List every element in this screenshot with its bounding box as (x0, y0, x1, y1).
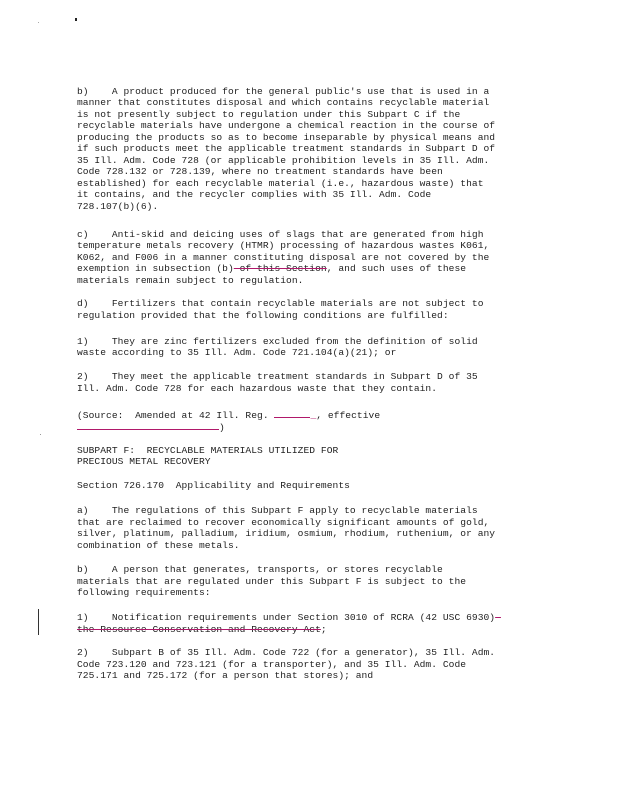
subpart-heading: SUBPART F: RECYCLABLE MATERIALS UTILIZED FOR (77, 445, 339, 456)
para-c-line: temperature metals recovery (HTMR) processing of hazardous wastes K061, (77, 240, 490, 251)
para-c-line: c) Anti-skid and deicing uses of slags that are generated from high (77, 229, 484, 240)
para-c-line: K062, and F006 in a manner constituting disposal are not covered by the (77, 252, 490, 263)
scan-speck (75, 18, 77, 21)
revision-bar (38, 609, 39, 635)
para-d-line: regulation provided that the following conditions are fulfilled: (77, 310, 449, 321)
subpart-heading: PRECIOUS METAL RECOVERY (77, 456, 211, 467)
para-b-line: if such products meet the applicable treatment standards in Subpart D of (77, 143, 496, 154)
source-text: , effective (316, 410, 381, 421)
blank-mark: _ (310, 410, 317, 421)
para-c-text: exemption in subsection (b) (77, 263, 234, 274)
item-d1-line: 1) They are zinc fertilizers excluded from the definition of solid (77, 336, 478, 347)
effective-date-blank (77, 420, 219, 430)
item-d2-line: 2) They meet the applicable treatment standards in Subpart D of 35 (77, 371, 478, 382)
item-1-line (77, 612, 501, 623)
para-c-line (77, 263, 466, 274)
para-d-line: d) Fertilizers that contain recyclable materials are not subject to (77, 298, 484, 309)
source-close: ) (219, 422, 225, 433)
sec-b-line: following requirements: (77, 587, 211, 598)
source-text: (Source: Amended at 42 Ill. Reg. (77, 410, 275, 421)
sec-b-line: b) A person that generates, transports, or stores recyclable (77, 564, 443, 575)
sec-a-line: a) The regulations of this Subpart F apply to recyclable materials (77, 505, 478, 516)
item-1-line (77, 624, 327, 635)
sec-a-line: that are reclaimed to recover economically significant amounts of gold, (77, 517, 490, 528)
item-2-line: 725.171 and 725.172 (for a person that stores); and (77, 670, 374, 681)
item-2-line: Code 723.120 and 723.121 (for a transporter), and 35 Ill. Adm. Code (77, 659, 467, 670)
para-b-line: Code 728.132 or 728.139, where no treatment standards have been (77, 166, 443, 177)
item-2-line: 2) Subpart B of 35 Ill. Adm. Code 722 (for a generator), 35 Ill. Adm. (77, 647, 496, 658)
sec-a-line: combination of these metals. (77, 540, 240, 551)
para-b-line: established) for each recyclable material (i.e., hazardous waste) that (77, 178, 484, 189)
para-b-line: recyclable materials have undergone a chemical reaction in the course of (77, 120, 496, 131)
item-1-text: 1) Notification requirements under Section 3010 of RCRA (42 USC 6930) (77, 612, 496, 623)
sec-b-line: materials that are regulated under this Subpart F is subject to the (77, 576, 467, 587)
para-b-line: b) A product produced for the general public's use that is used in a (77, 86, 490, 97)
para-b-line: 728.107(b)(6). (77, 201, 159, 212)
scan-speck (40, 434, 41, 435)
source-note-close (77, 420, 225, 433)
para-b-line: is not presently subject to regulation under this Subpart C if the (77, 109, 461, 120)
deleted-text: of this Section (233, 263, 327, 274)
sec-a-line: silver, platinum, palladium, iridium, osmium, rhodium, ruthenium, or any (77, 528, 496, 539)
deleted-text (495, 612, 501, 623)
volume-blank (274, 408, 310, 418)
para-b-line: manner that constitutes disposal and which contains recyclable material (77, 97, 490, 108)
para-c-text: , and such uses of these (326, 263, 467, 274)
para-b-line: it contains, and the recycler complies with 35 Ill. Adm. Code (77, 189, 432, 200)
section-heading: Section 726.170 Applicability and Requirements (77, 480, 350, 491)
item-d2-line: Ill. Adm. Code 728 for each hazardous waste that they contain. (77, 383, 438, 394)
para-c-line: materials remain subject to regulation. (77, 275, 304, 286)
para-b-line: 35 Ill. Adm. Code 728 (or applicable prohibition levels in 35 Ill. Adm. (77, 155, 490, 166)
item-d1-line: waste according to 35 Ill. Adm. Code 721.104(a)(21); or (77, 347, 397, 358)
para-b-line: producing the products so as to become inseparable by physical means and (77, 132, 496, 143)
scan-speck (38, 22, 39, 23)
item-1-text: ; (320, 624, 327, 635)
deleted-text: the Resource Conservation and Recovery Act (77, 624, 321, 635)
